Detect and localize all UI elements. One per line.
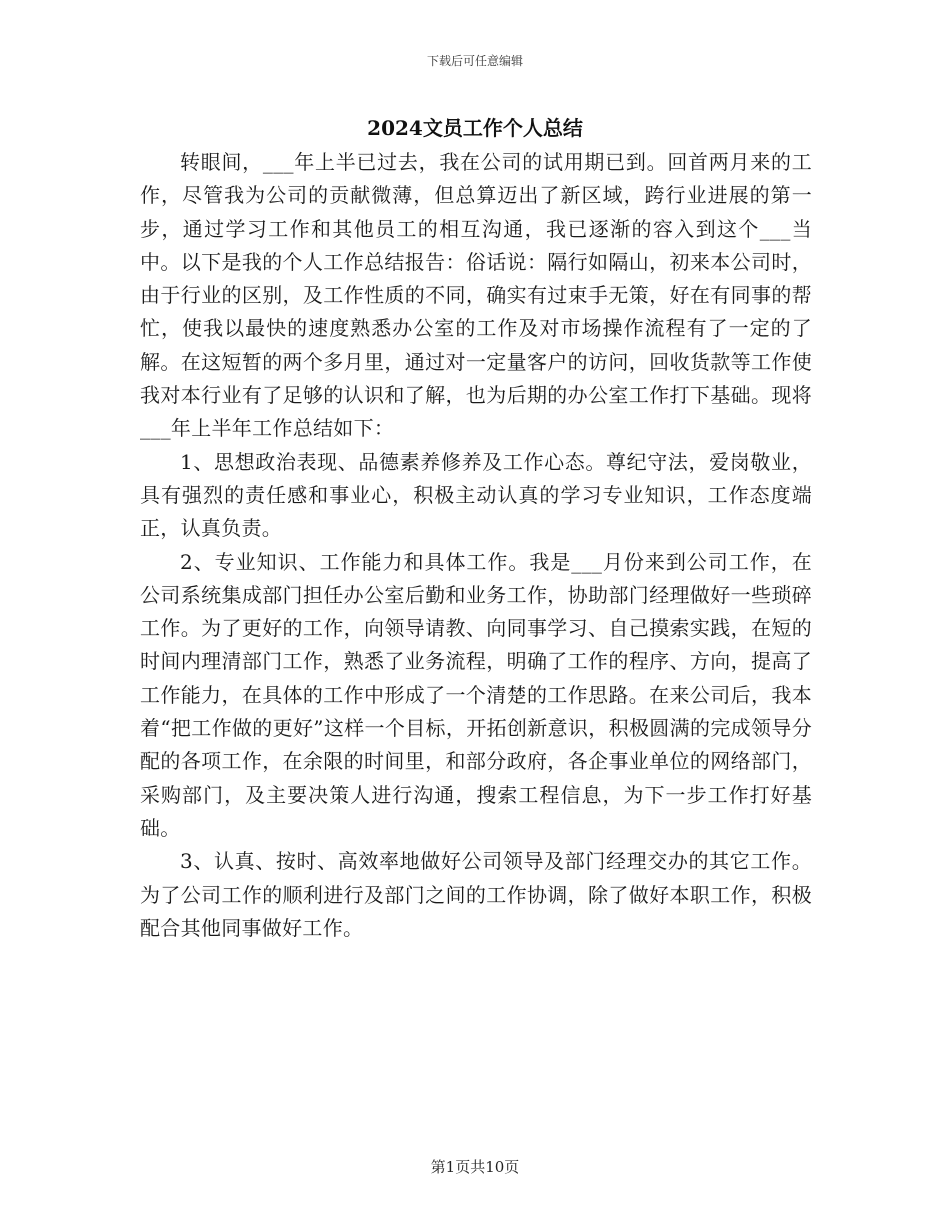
page-number-footer: 第1页共10页 — [430, 1158, 520, 1176]
header-note: 下载后可任意编辑 — [426, 54, 523, 68]
document-body — [140, 146, 812, 945]
paragraph-item-3: 3、认真、按时、高效率地做好公司领导及部门经理交办的其它工作。为了公司工作的顺利进行及部门之间的工作协调，除了做好本职工作，积极配合其他同事做好工作。 — [140, 849, 812, 940]
paragraph-item-2: 2、专业知识、工作能力和具体工作。我是___月份来到公司工作，在公司系统集成部门担任办公室后勤和业务工作，协助部门经理做好一些琐碎工作。为了更好的工作，向领导请教、向同事学习、自己摸索实践，在短的时间内理清部门工作，熟悉了业务流程，明确了工作的程序、方向，提高了工作能力，在具体的工作中形成了一个清楚的工作思路。在来公司后，我本着“把工作做的更好”这样一个目标，开拓创新意识，积极圆满的完成领导分配的各项工作，在余限的时间里，和部分政府，各企事业单位的网络部门，采购部门，及主要决策人进行沟通，搜索工程信息，为下一步工作打好基础。 — [140, 549, 812, 840]
document-title: 2024文员工作个人总结 — [367, 116, 583, 140]
paragraph-intro: 转眼间，___年上半已过去，我在公司的试用期已到。回首两月来的工作，尽管我为公司的贡献微薄，但总算迈出了新区域，跨行业进展的第一步，通过学习工作和其他员工的相互沟通，我已逐渐的容入到这个___当中。以下是我的个人工作总结报告：俗话说：隔行如隔山，初来本公司时，由于行业的区别，及工作性质的不同，确实有过束手无策，好在有同事的帮忙，使我以最快的速度熟悉办公室的工作及对市场操作流程有了一定的了解。在这短暂的两个多月里，通过对一定量客户的访问，回收货款等工作使我对本行业有了足够的认识和了解，也为后期的办公室工作打下基础。现将___年上半年工作总结如下： — [140, 150, 812, 441]
paragraph-item-1: 1、思想政治表现、品德素养修养及工作心态。尊纪守法，爱岗敬业，具有强烈的责任感和事业心，积极主动认真的学习专业知识，工作态度端正，认真负责。 — [140, 449, 812, 541]
